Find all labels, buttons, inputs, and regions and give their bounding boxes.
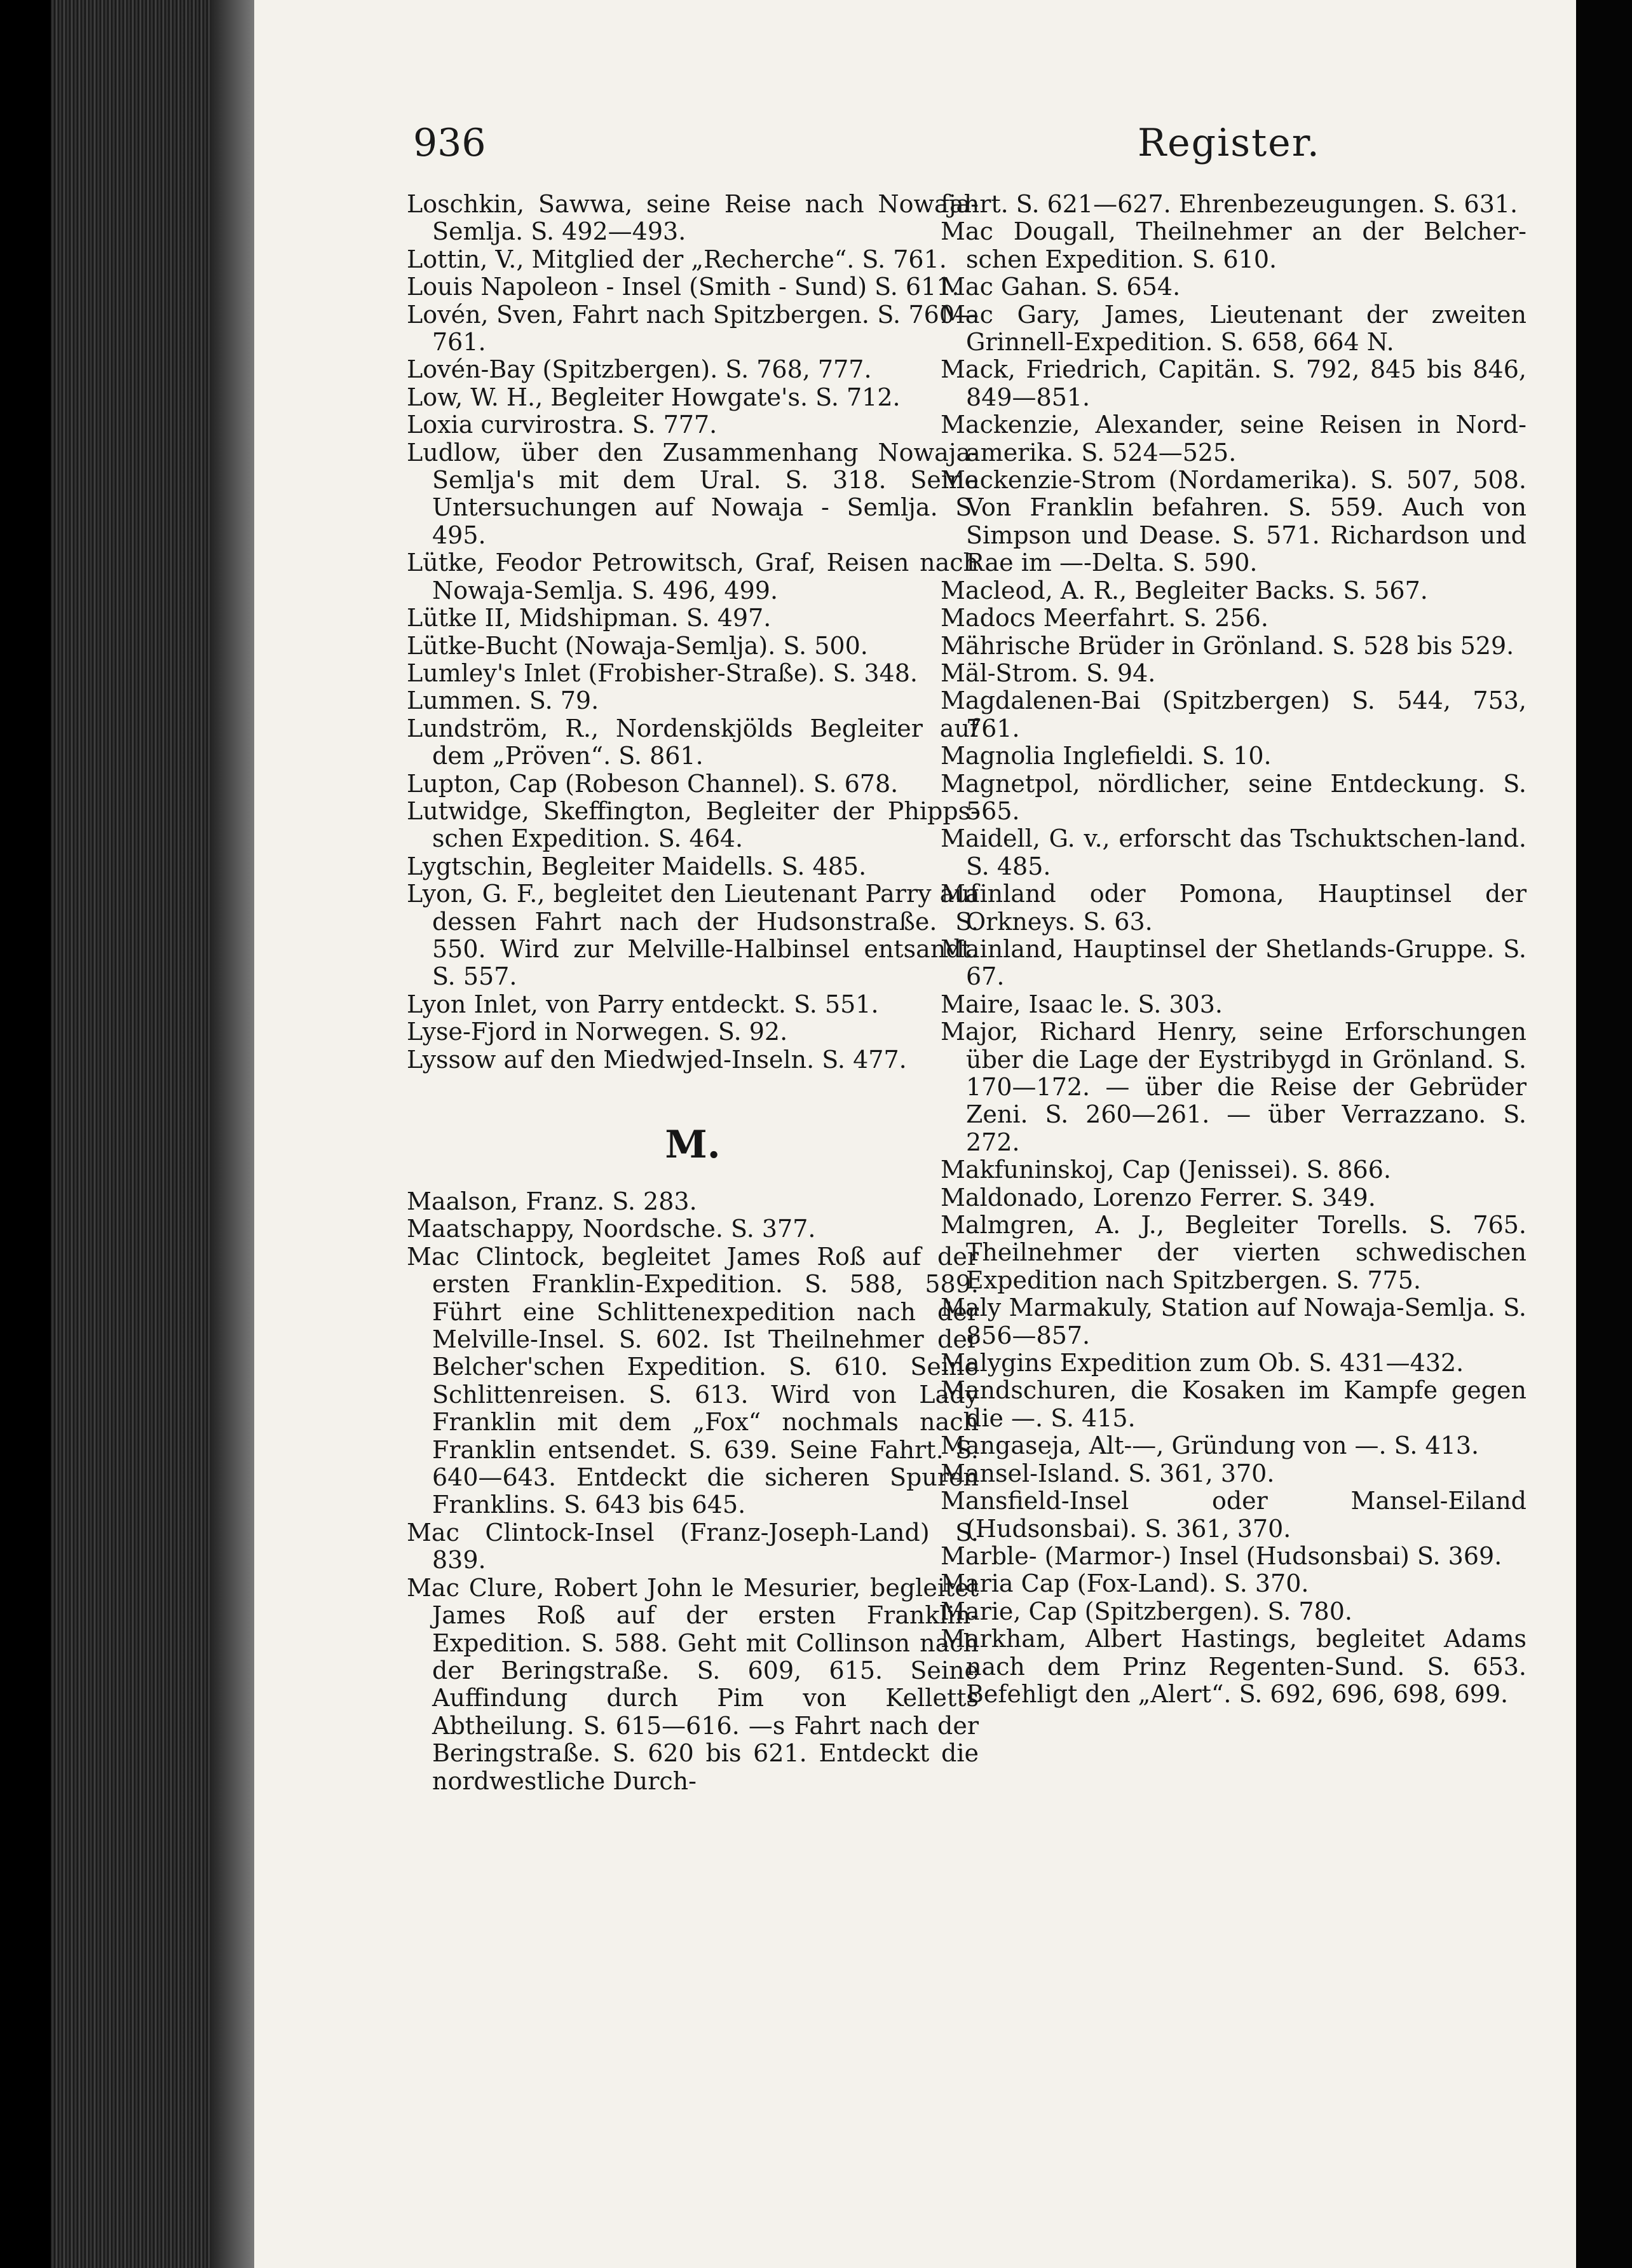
index-entry: Major, Richard Henry, seine Erforschungen über die Lage der Eystribygd in Grönland. S. 170—172. — über die Reise der Gebrüder Zeni. S. 260—261. — über Verrazzano. S. 272. [941, 1018, 1527, 1156]
index-entry: Maire, Isaac le. S. 303. [941, 990, 1223, 1018]
index-entry: Mac Dougall, Theilnehmer an der Belcher-schen Expedition. S. 610. [941, 217, 1527, 273]
index-entry: Mansfield-Insel oder Mansel-Eiland (Hudsonsbai). S. 361, 370. [941, 1487, 1527, 1543]
index-entry: Markham, Albert Hastings, begleitet Adams nach dem Prinz Regenten-Sund. S. 653. Befehligt den „Alert“. S. 692, 696, 698, 699. [941, 1625, 1527, 1708]
index-entry: Mangaseja, Alt-—, Gründung von —. S. 413. [941, 1431, 1479, 1460]
index-entry: Mackenzie, Alexander, seine Reisen in Nord-amerika. S. 524—525. [941, 411, 1527, 467]
index-entry: Lottin, V., Mitglied der „Recherche“. S. 761. [407, 245, 947, 273]
index-entry: Mac Gahan. S. 654. [941, 273, 1181, 301]
index-entry: Maldonado, Lorenzo Ferrer. S. 349. [941, 1183, 1376, 1212]
index-entry: Lütke-Bucht (Nowaja-Semlja). S. 500. [407, 631, 868, 660]
index-entry: Lütke, Feodor Petrowitsch, Graf, Reisen nach Nowaja-Semlja. S. 496, 499. [407, 549, 979, 605]
index-entry: Loschkin, Sawwa, seine Reise nach Nowaja-Semlja. S. 492—493. [407, 190, 979, 246]
index-entry: Maly Marmakuly, Station auf Nowaja-Semlja. S. 856—857. [941, 1294, 1527, 1349]
index-entry: Mainland, Hauptinsel der Shetlands-Gruppe. S. 67. [941, 934, 1527, 991]
index-entry: Maalson, Franz. S. 283. [407, 1187, 697, 1215]
index-entry: Lutwidge, Skeffington, Begleiter der Phipps-schen Expedition. S. 464. [407, 796, 979, 853]
index-entry: Low, W. H., Begleiter Howgate's. S. 712. [407, 383, 901, 411]
index-entry: Lovén, Sven, Fahrt nach Spitzbergen. S. 760—761. [407, 300, 979, 357]
index-entry: Lyon Inlet, von Parry entdeckt. S. 551. [407, 990, 879, 1018]
index-entry: Mäl-Strom. S. 94. [941, 659, 1156, 687]
index-entry: Lyse-Fjord in Norwegen. S. 92. [407, 1018, 788, 1046]
index-entry: Malmgren, A. J., Begleiter Torells. S. 765. Theilnehmer der vierten schwedischen Expedition nach Spitzbergen. S. 775. [941, 1211, 1527, 1294]
index-entry: Marie, Cap (Spitzbergen). S. 780. [941, 1597, 1352, 1625]
index-entry: Lütke II, Midshipman. S. 497. [407, 604, 772, 632]
running-head: Register. [1138, 121, 1321, 165]
index-entry: Lygtschin, Begleiter Maidells. S. 485. [407, 852, 867, 880]
index-entry: Maidell, G. v., erforscht das Tschuktschen-land. S. 485. [941, 824, 1527, 880]
index-entry: Lyssow auf den Miedwjed-Inseln. S. 477. [407, 1045, 907, 1074]
index-entry: Mack, Friedrich, Capitän. S. 792, 845 bis 846, 849—851. [941, 355, 1527, 411]
page-header [413, 121, 1538, 172]
index-entry: Magdalenen-Bai (Spitzbergen) S. 544, 753, 761. [941, 687, 1527, 742]
index-entry: Malygins Expedition zum Ob. S. 431—432. [941, 1349, 1464, 1377]
index-entry: Maria Cap (Fox-Land). S. 370. [941, 1569, 1309, 1598]
index-entry: Mac Clintock, begleitet James Roß auf der ersten Franklin-Expedition. S. 588, 589. Führt eine Schlittenexpedition nach der Melville-Insel. S. 602. Ist Theilnehmer der Belcher'schen Expedition. S. 610. Seine Schlittenreisen. S. 613. Wird von Lady Franklin mit dem „Fox“ nochmals nach Franklin entsendet. S. 639. Seine Fahrt. S. 640—643. Entdeckt die sicheren Spuren Franklins. S. 643 bis 645. [407, 1242, 979, 1519]
index-entry: Mährische Brüder in Grönland. S. 528 bis 529. [941, 631, 1514, 660]
page-number: 936 [413, 121, 486, 165]
index-entry: Mandschuren, die Kosaken im Kampfe gegen die —. S. 415. [941, 1376, 1527, 1432]
index-entry: Ludlow, über den Zusammenhang Nowaja-Semlja's mit dem Ural. S. 318. Seine Untersuchungen auf Nowaja - Semlja. S. 495. [407, 438, 979, 549]
left-column [407, 191, 979, 1795]
index-entry: Magnolia Inglefieldi. S. 10. [941, 742, 1272, 770]
index-entry: Mackenzie-Strom (Nordamerika). S. 507, 508. Von Franklin befahren. S. 559. Auch von Simpson und Dease. S. 571. Richardson und Rae im —-Delta. S. 590. [941, 466, 1527, 577]
right-column [941, 191, 1527, 1708]
index-entry: Loxia curvirostra. S. 777. [407, 411, 717, 439]
index-entry: Lupton, Cap (Robeson Channel). S. 678. [407, 769, 899, 798]
index-entry: Louis Napoleon - Insel (Smith - Sund) S. 611. [407, 273, 960, 301]
index-entry: Maatschappy, Noordsche. S. 377. [407, 1215, 816, 1243]
index-entry: Mansel-Island. S. 361, 370. [941, 1459, 1275, 1487]
index-entry: Mac Gary, James, Lieutenant der zweiten Grinnell-Expedition. S. 658, 664 N. [941, 300, 1527, 357]
index-entry: Lumley's Inlet (Frobisher-Straße). S. 348. [407, 659, 918, 687]
index-entry: Magnetpol, nördlicher, seine Entdeckung. S. 565. [941, 769, 1527, 825]
index-entry: Lundström, R., Nordenskjölds Begleiter auf dem „Pröven“. S. 861. [407, 714, 979, 770]
section-heading-m: M. [665, 1123, 721, 1167]
index-entry: Lummen. S. 79. [407, 687, 599, 715]
index-entry: Mac Clure, Robert John le Mesurier, begleitet James Roß auf der ersten Franklin-Expedition. S. 588. Geht mit Collinson nach der Beringstraße. S. 609, 615. Seine Auffindung durch Pim von Kelletts Abtheilung. S. 615—616. —s Fahrt nach der Beringstraße. S. 620 bis 621. Entdeckt die nordwestliche Durch- [407, 1573, 979, 1795]
index-entry: Lyon, G. F., begleitet den Lieutenant Parry auf dessen Fahrt nach der Hudsonstraße. S. 550. Wird zur Melville-Halbinsel entsandt. S. 557. [407, 880, 979, 991]
index-entry: Macleod, A. R., Begleiter Backs. S. 567. [941, 576, 1428, 605]
scan-border-right [1576, 0, 1632, 2268]
index-entry: Mainland oder Pomona, Hauptinsel der Orkneys. S. 63. [941, 880, 1527, 936]
index-entry: Marble- (Marmor-) Insel (Hudsonsbai) S. 369. [941, 1541, 1502, 1570]
gutter-shadow [210, 0, 254, 2268]
index-entry: fahrt. S. 621—627. Ehrenbezeugungen. S. 631. [941, 190, 1518, 218]
index-entry: Makfuninskoj, Cap (Jenissei). S. 866. [941, 1156, 1391, 1184]
index-entry: Mac Clintock-Insel (Franz-Joseph-Land) S. 839. [407, 1518, 979, 1575]
index-entry: Madocs Meerfahrt. S. 256. [941, 604, 1268, 632]
book-page [254, 0, 1576, 2268]
index-entry: Lovén-Bay (Spitzbergen). S. 768, 777. [407, 355, 872, 384]
